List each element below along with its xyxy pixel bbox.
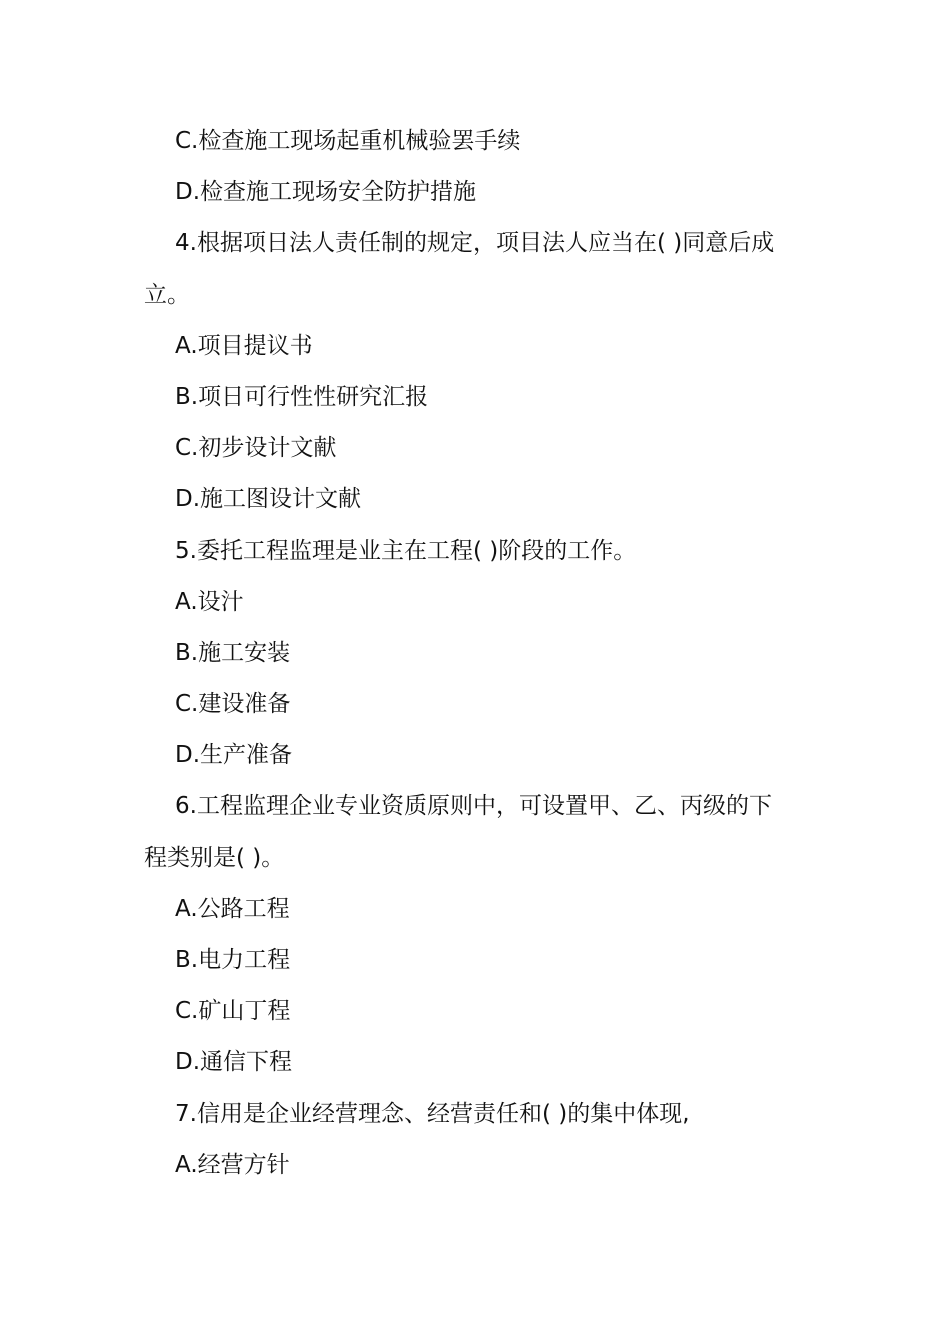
question-line: 6.工程监理企业专业资质原则中，可设置甲、乙、丙级的下 [175,793,772,820]
option-line: D.通信下程 [175,1049,293,1076]
question-continuation: 程类别是( )。 [144,844,285,871]
question-line: 7.信用是企业经营理念、经营责任和( )的集中体现, [175,1100,690,1127]
option-line: D.检查施工现场安全防护措施 [175,179,477,206]
option-line: B.施工安装 [175,639,291,666]
option-line: A.经营方针 [175,1151,290,1178]
option-line: A.公路工程 [175,895,290,922]
option-line: C.初步设计文献 [175,435,337,462]
document-body [144,116,812,1191]
question-line: 4.根据项日法人责任制的规定，项目法人应当在( )同意后成 [175,230,775,257]
question-line: 5.委托工程监理是业主在工程( )阶段的工作。 [175,537,637,564]
option-line: C.矿山丁程 [175,998,291,1025]
option-line: A.项目提议书 [175,332,313,359]
option-line: C.建设准备 [175,691,291,718]
option-line: C.检查施工现场起重机械验罢手续 [175,128,521,154]
option-line: D.施工图设计文献 [175,486,362,513]
option-line: D.生产准备 [175,742,293,769]
option-line: A.设汁 [175,588,244,615]
question-continuation: 立。 [144,281,190,308]
option-line: B.项日可行性性研究汇报 [175,383,429,410]
option-line: B.电力工程 [175,947,291,973]
